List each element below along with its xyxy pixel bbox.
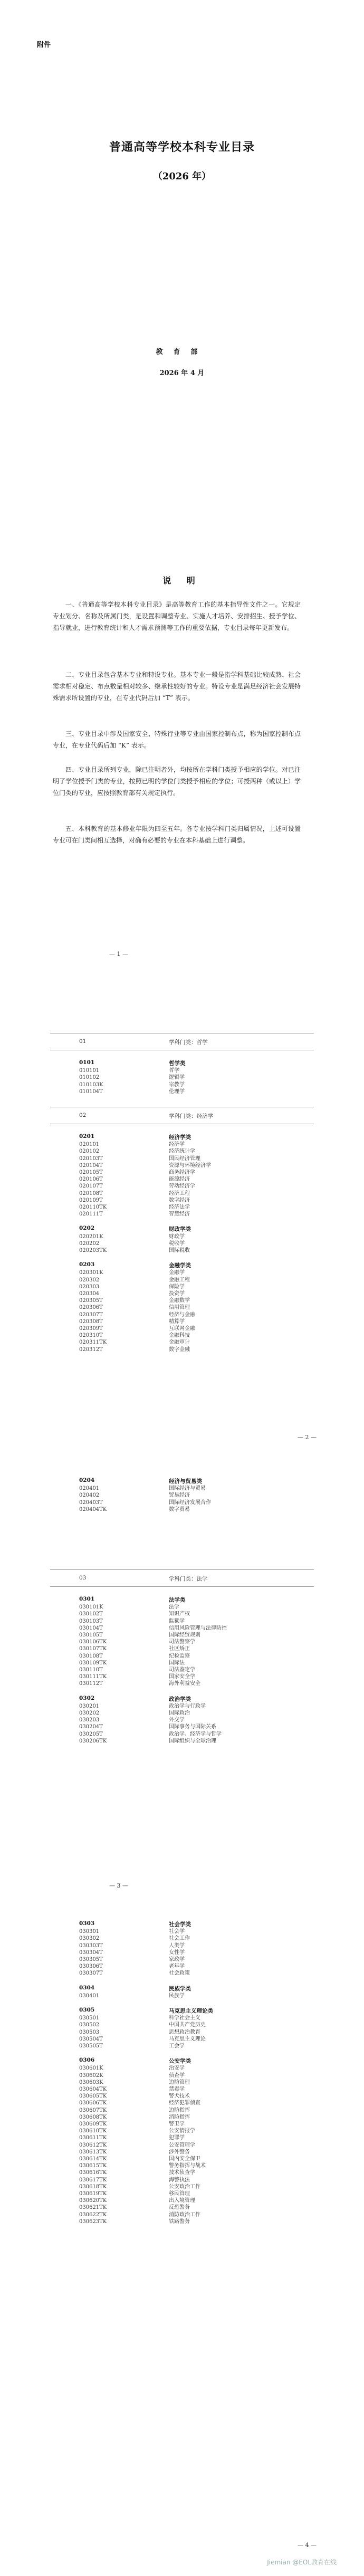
major-name: 公安管理学 <box>169 2142 195 2148</box>
major-name: 中国共产党历史 <box>169 2022 206 2028</box>
major-name: 能源经济 <box>169 1176 190 1183</box>
group-code: 0202 <box>79 1225 95 1232</box>
section-name: 学科门类：经济学 <box>169 1113 213 1119</box>
major-name: 金融学 <box>169 1270 185 1276</box>
major-name: 技术侦查学 <box>169 2170 195 2176</box>
page-number: — 4 — <box>298 2542 317 2549</box>
major-name: 金融数学 <box>169 1298 190 1304</box>
major-name: 政治学与行政学 <box>169 1703 206 1709</box>
major-code: 030604TK <box>79 2086 107 2092</box>
major-code: 020312T <box>79 1346 103 1353</box>
major-code: 020303 <box>79 1284 100 1290</box>
notes-paragraph: 三、专业目录中涉及国家安全、特殊行业等专业由国家控制布点，称为国家控制布点专业，在专业代码后加 “K” 表示。 <box>53 730 301 749</box>
major-name: 反恐警务 <box>169 2205 190 2211</box>
major-name: 国际经济与贸易 <box>169 1486 206 1492</box>
major-code: 030505T <box>79 2043 103 2049</box>
group-code: 0306 <box>79 2057 95 2064</box>
major-code: 020404TK <box>79 1506 107 1512</box>
group-code: 0302 <box>79 1694 95 1701</box>
major-name: 社会政策 <box>169 1970 190 1977</box>
major-name: 女性学 <box>169 1949 185 1956</box>
major-name: 社会学 <box>169 1929 185 1935</box>
major-code: 020101 <box>79 1142 100 1148</box>
major-code: 030202 <box>79 1710 100 1716</box>
major-name: 公安政治工作 <box>169 2184 200 2190</box>
notes-paragraph: 五、本科教育的基本修业年限为四至五年。各专业按学科门类归属情况，上述可设置专业可在门类间相互选择，对确有必要的专业在本科基础上进行调整。 <box>53 825 301 844</box>
major-name: 国际经济发展合作 <box>169 1499 211 1506</box>
group-code: 0304 <box>79 1984 95 1991</box>
major-code: 030201 <box>79 1703 100 1709</box>
attachment-label: 附件 <box>37 41 51 49</box>
major-code: 020102 <box>79 1148 100 1155</box>
major-code: 020103T <box>79 1155 103 1162</box>
major-name: 金融审计 <box>169 1339 190 1346</box>
major-code: 030605TK <box>79 2093 107 2100</box>
major-name: 投资学 <box>169 1291 185 1297</box>
major-name: 智慧经济 <box>169 1211 190 1218</box>
major-code: 030617TK <box>79 2177 107 2183</box>
major-code: 030302 <box>79 1936 100 1942</box>
major-code: 030620TK <box>79 2198 107 2204</box>
major-code: 020108T <box>79 1190 103 1196</box>
major-name: 贸易经济 <box>169 1492 190 1499</box>
major-name: 经济犯罪侦查 <box>169 2100 200 2106</box>
major-name: 边防指挥 <box>169 2107 190 2113</box>
major-name: 国际组织与全球治理 <box>169 1738 216 1744</box>
major-name: 哲学 <box>169 1068 179 1074</box>
notes-paragraph: 一、《普通高等学校本科专业目录》是高等教育工作的基本指导性文件之一。它规定专业划分、名称及所属门类，是设置和调整专业、实施人才培养、安排招生、授予学位、指导就业，进行教育统计和人才需求预测等工作的重要依据，专业目录每年更新发布。 <box>53 601 301 631</box>
major-code: 020201K <box>79 1233 103 1240</box>
section-divider <box>50 1569 314 1570</box>
major-code: 020202 <box>79 1240 100 1247</box>
section-code: 03 <box>79 1575 87 1581</box>
major-code: 020307T <box>79 1311 103 1318</box>
group-name: 社会学类 <box>169 1921 191 1928</box>
major-name: 保险学 <box>169 1284 185 1290</box>
major-code: 030103T <box>79 1618 103 1624</box>
major-name: 资源与环境经济学 <box>169 1162 211 1169</box>
major-name: 经济工程 <box>169 1190 190 1196</box>
major-code: 020401 <box>79 1486 100 1492</box>
major-name: 国际事务与国际关系 <box>169 1724 216 1730</box>
major-code: 020106T <box>79 1176 103 1183</box>
watermark: Jiemian @EOL教育在线 <box>267 2559 337 2566</box>
major-name: 涉外警务 <box>169 2149 190 2155</box>
major-code: 020302 <box>79 1277 100 1283</box>
major-code: 020305T <box>79 1298 103 1304</box>
major-code: 030104T <box>79 1625 103 1631</box>
major-code: 030612TK <box>79 2142 107 2148</box>
major-name: 国际法 <box>169 1660 185 1666</box>
major-code: 030304T <box>79 1949 103 1956</box>
major-code: 010102 <box>79 1075 100 1081</box>
major-code: 030107TK <box>79 1646 107 1652</box>
major-name: 逻辑学 <box>169 1075 185 1081</box>
major-code: 030501 <box>79 2015 100 2022</box>
major-name: 侦查学 <box>169 2072 185 2079</box>
major-code: 030608TK <box>79 2114 107 2120</box>
group-name: 财政学类 <box>169 1226 191 1233</box>
major-name: 司法鉴定学 <box>169 1667 195 1673</box>
page-number: — 2 — <box>298 1434 317 1441</box>
major-code: 030112T <box>79 1681 103 1687</box>
section-divider <box>50 1586 314 1587</box>
major-name: 金融科技 <box>169 1333 190 1339</box>
major-code: 030601K <box>79 2065 103 2072</box>
major-name: 警犬技术 <box>169 2093 190 2100</box>
major-name: 消防指挥 <box>169 2114 190 2120</box>
group-name: 马克思主义理论类 <box>169 2008 213 2014</box>
major-name: 财政学 <box>169 1233 185 1240</box>
major-code: 030616TK <box>79 2170 107 2176</box>
major-name: 国家安全学 <box>169 1674 195 1680</box>
group-code: 0301 <box>79 1596 95 1602</box>
major-code: 030106TK <box>79 1639 107 1645</box>
major-code: 030303T <box>79 1942 103 1949</box>
major-code: 030101K <box>79 1604 103 1611</box>
major-code: 030307T <box>79 1970 103 1977</box>
major-name: 法学 <box>169 1604 179 1611</box>
major-code: 030206TK <box>79 1738 107 1744</box>
section-name: 学科门类：哲学 <box>169 1039 208 1046</box>
major-code: 020403T <box>79 1499 103 1506</box>
major-code: 020308T <box>79 1318 103 1325</box>
major-name: 国际经贸规则 <box>169 1632 200 1638</box>
issue-date: 2026 年 4 月 <box>159 369 205 377</box>
notes-title: 说 明 <box>162 576 202 586</box>
major-name: 警卫学 <box>169 2121 185 2127</box>
major-code: 030503 <box>79 2029 100 2035</box>
group-name: 经济学类 <box>169 1134 191 1141</box>
major-name: 数字经济 <box>169 1197 190 1203</box>
group-name: 经济与贸易类 <box>169 1478 202 1485</box>
major-code: 020104T <box>79 1162 103 1169</box>
major-code: 020105T <box>79 1170 103 1175</box>
group-code: 0203 <box>79 1261 95 1268</box>
major-name: 信用管理 <box>169 1305 190 1311</box>
major-code: 030105T <box>79 1632 103 1638</box>
major-name: 监狱学 <box>169 1618 185 1624</box>
major-name: 商务经济学 <box>169 1170 195 1175</box>
group-name: 政治学类 <box>169 1696 191 1702</box>
issuer: 教育部 <box>156 348 208 356</box>
major-name: 经济与金融 <box>169 1311 195 1318</box>
major-name: 国际税收 <box>169 1248 190 1253</box>
group-name: 民族学类 <box>169 1985 191 1992</box>
major-name: 国民经济管理 <box>169 1155 200 1162</box>
major-code: 030623TK <box>79 2218 107 2225</box>
section-code: 01 <box>79 1038 87 1045</box>
major-name: 禁毒学 <box>169 2086 185 2092</box>
major-code: 030619TK <box>79 2191 107 2197</box>
major-code: 030204T <box>79 1724 103 1730</box>
major-code: 030615TK <box>79 2163 107 2169</box>
notes-paragraph: 四、专业目录所列专业，除已注明者外，均按所在学科门类授予相应的学位。对已注明了学位授予门类的专业，按照已明的学位门类授予相应的学位；可授两种（或以上）学位门类的专业，应按照教育部有关规定执行。 <box>53 766 301 797</box>
major-code: 020304 <box>79 1291 100 1297</box>
major-code: 020111T <box>79 1211 103 1218</box>
document-year: （2026 年） <box>152 171 212 182</box>
major-name: 劳动经济学 <box>169 1183 195 1190</box>
section-name: 学科门类：法学 <box>169 1576 208 1582</box>
major-code: 020301K <box>79 1270 103 1276</box>
major-code: 020310T <box>79 1333 103 1339</box>
major-code: 030111TK <box>79 1674 107 1680</box>
major-code: 030621TK <box>79 2205 107 2211</box>
major-code: 030603K <box>79 2079 103 2085</box>
major-name: 政治学、经济学与哲学 <box>169 1731 222 1737</box>
major-name: 社区矫正 <box>169 1646 190 1652</box>
major-name: 科学社会主义 <box>169 2015 200 2022</box>
major-name: 边防管理 <box>169 2079 190 2085</box>
section-code: 02 <box>79 1112 87 1118</box>
major-code: 020107T <box>79 1183 103 1190</box>
major-name: 治安学 <box>169 2065 185 2072</box>
major-code: 030109TK <box>79 1660 107 1666</box>
major-code: 030401 <box>79 1993 100 1999</box>
major-name: 信用风险管理与法律防控 <box>169 1625 227 1631</box>
major-name: 国内安全保卫 <box>169 2156 200 2162</box>
major-code: 020306T <box>79 1305 103 1311</box>
major-name: 金融工程 <box>169 1277 190 1283</box>
major-code: 010103K <box>79 1081 103 1088</box>
major-code: 030606TK <box>79 2100 107 2106</box>
major-name: 老年学 <box>169 1964 185 1970</box>
major-name: 司法警察学 <box>169 1639 195 1645</box>
group-code: 0201 <box>79 1133 95 1139</box>
major-name: 民族学 <box>169 1993 185 1999</box>
major-code: 030504T <box>79 2036 103 2042</box>
major-code: 030622TK <box>79 2211 107 2218</box>
major-code: 030609TK <box>79 2121 107 2127</box>
major-code: 020309T <box>79 1326 103 1332</box>
major-code: 030203 <box>79 1717 100 1723</box>
major-name: 伦理学 <box>169 1088 185 1095</box>
group-code: 0204 <box>79 1477 95 1483</box>
major-code: 020311TK <box>79 1339 107 1346</box>
major-name: 税收学 <box>169 1240 185 1247</box>
major-code: 020402 <box>79 1492 100 1499</box>
major-name: 精算学 <box>169 1318 185 1325</box>
major-name: 海警执法 <box>169 2177 190 2183</box>
major-code: 020109T <box>79 1197 103 1203</box>
major-name: 互联网金融 <box>169 1326 195 1332</box>
major-name: 思想政治教育 <box>169 2029 200 2035</box>
group-name: 法学类 <box>169 1597 186 1603</box>
major-name: 经济统计学 <box>169 1148 195 1155</box>
group-name: 金融学类 <box>169 1262 191 1269</box>
major-name: 移民管理 <box>169 2191 190 2197</box>
major-name: 铁路警务 <box>169 2218 190 2225</box>
group-code: 0101 <box>79 1059 95 1066</box>
group-code: 0305 <box>79 2007 95 2013</box>
major-name: 宗教学 <box>169 1081 185 1088</box>
major-name: 知识产权 <box>169 1611 190 1617</box>
major-code: 020203TK <box>79 1248 107 1253</box>
major-name: 社会工作 <box>169 1936 190 1942</box>
major-code: 030607TK <box>79 2107 107 2113</box>
major-code: 030305T <box>79 1957 103 1962</box>
page-number: — 3 — <box>109 1882 128 1889</box>
major-code: 020110TK <box>79 1204 107 1210</box>
major-name: 警务指挥与战术 <box>169 2163 206 2169</box>
document-title: 普通高等学校本科专业目录 <box>109 140 255 154</box>
major-code: 030102T <box>79 1611 103 1617</box>
major-name: 出入境管理 <box>169 2198 195 2204</box>
page-number: — 1 — <box>109 951 128 957</box>
major-name: 数字金融 <box>169 1346 190 1353</box>
major-name: 公安情报学 <box>169 2128 195 2134</box>
major-code: 030110T <box>79 1667 103 1673</box>
major-name: 犯罪学 <box>169 2135 185 2141</box>
major-name: 家政学 <box>169 1957 185 1962</box>
major-code: 030602K <box>79 2072 103 2079</box>
major-code: 030610TK <box>79 2128 107 2134</box>
major-code: 030614TK <box>79 2156 107 2162</box>
major-code: 030502 <box>79 2022 100 2028</box>
major-code: 030618TK <box>79 2184 107 2190</box>
major-name: 工会学 <box>169 2043 185 2049</box>
major-name: 经济学 <box>169 1142 185 1148</box>
notes-paragraph: 二、专业目录包含基本专业和特设专业。基本专业一般是指学科基础比较成熟、社会需求相对稳定、布点数量相对较多、继承性较好的专业。特设专业是满足经济社会发展特殊需求所设置的专业，在专业代码后加 “T” 表示。 <box>53 671 301 702</box>
major-code: 010101 <box>79 1068 100 1074</box>
major-name: 国际政治 <box>169 1710 190 1716</box>
major-name: 纪检监察 <box>169 1653 190 1659</box>
major-code: 030306T <box>79 1964 103 1970</box>
major-name: 马克思主义理论 <box>169 2036 206 2042</box>
group-name: 公安学类 <box>169 2058 191 2065</box>
major-code: 030205T <box>79 1731 103 1737</box>
major-name: 外交学 <box>169 1717 185 1723</box>
major-code: 010104T <box>79 1088 103 1095</box>
major-name: 经济法学 <box>169 1204 190 1210</box>
major-name: 海外利益安全 <box>169 1681 200 1687</box>
group-name: 哲学类 <box>169 1060 186 1067</box>
major-code: 030301 <box>79 1929 100 1935</box>
major-code: 030108T <box>79 1653 103 1659</box>
major-name: 消防政治工作 <box>169 2211 200 2218</box>
major-name: 人类学 <box>169 1942 185 1949</box>
major-name: 数字贸易 <box>169 1506 190 1512</box>
major-code: 030613TK <box>79 2149 107 2155</box>
major-code: 030611TK <box>79 2135 107 2141</box>
group-code: 0303 <box>79 1920 95 1927</box>
